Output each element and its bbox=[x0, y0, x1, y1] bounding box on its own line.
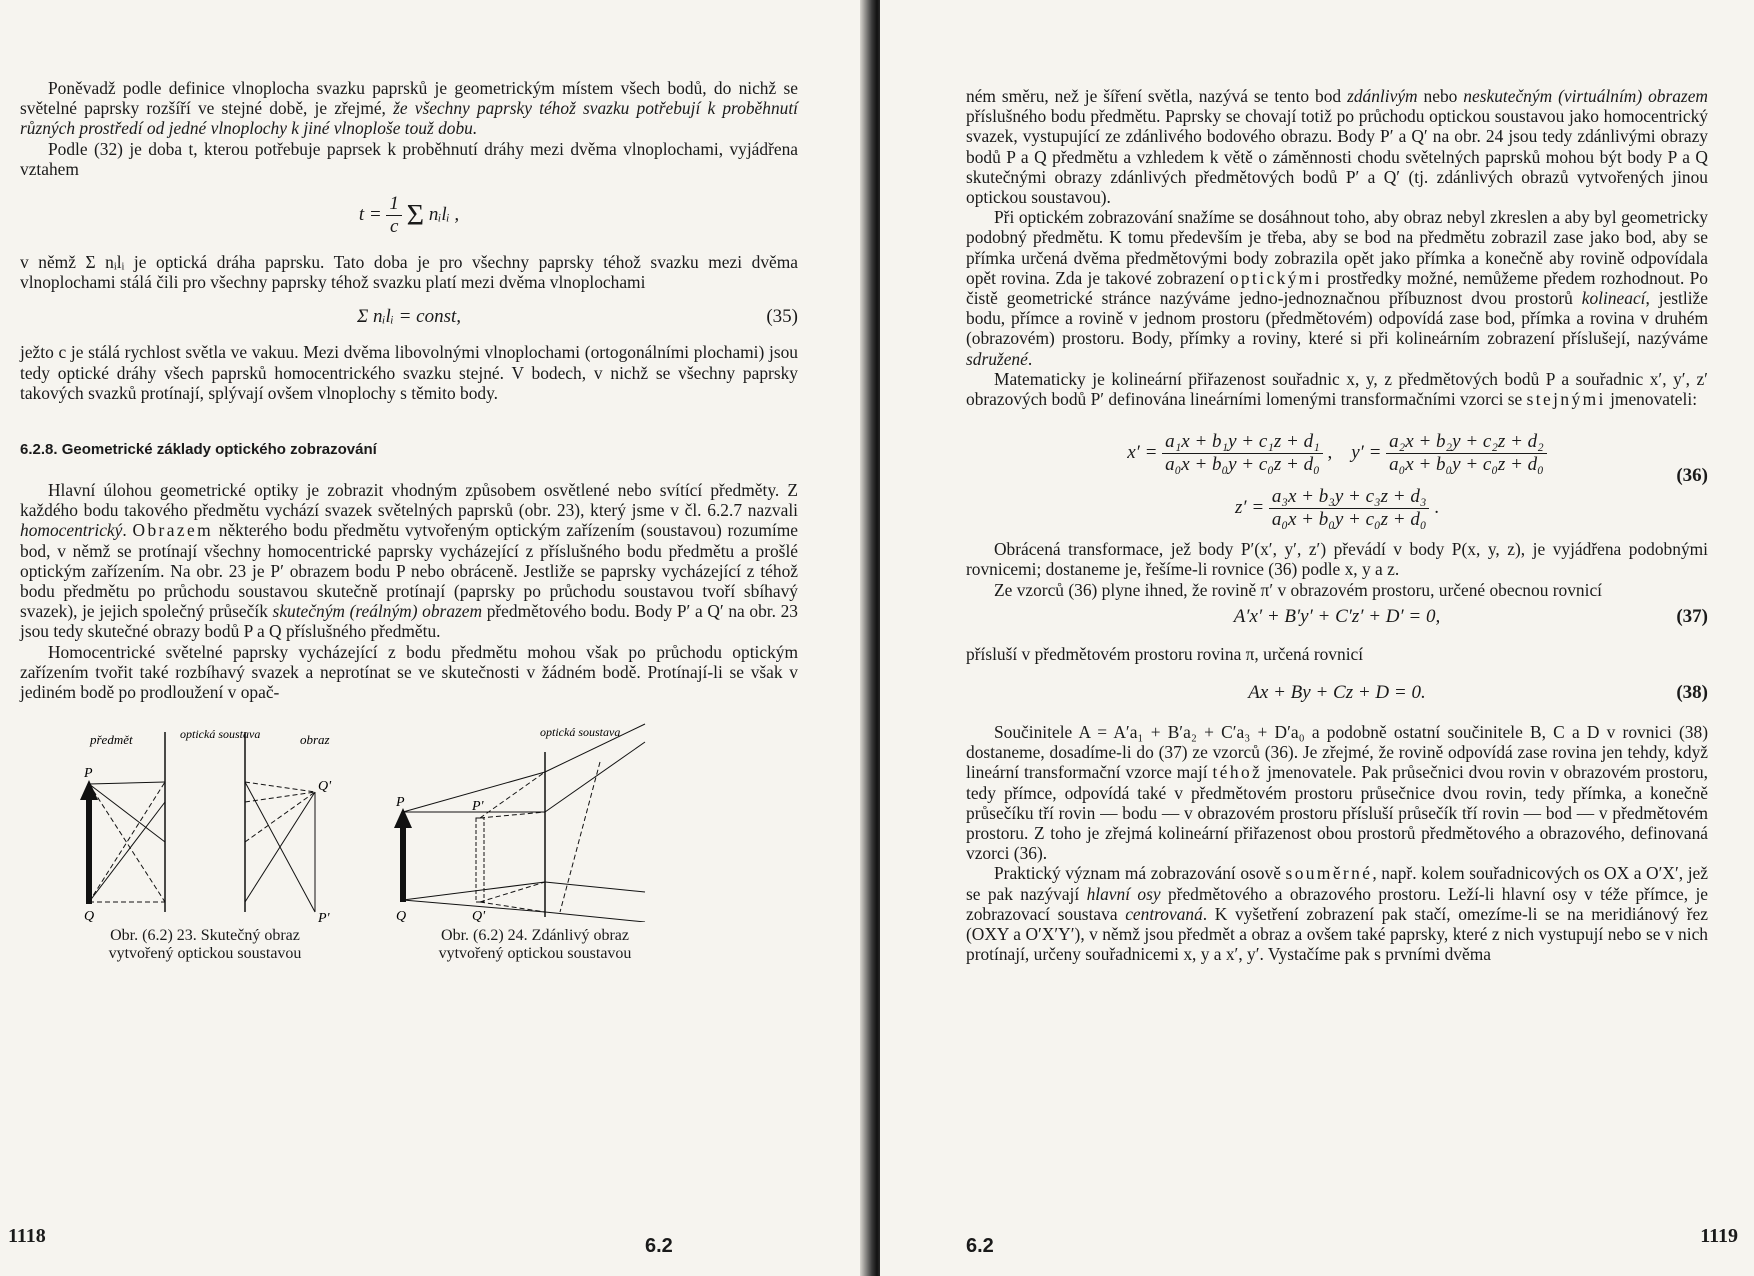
sum-symbol: Σ bbox=[406, 198, 425, 232]
formula-36: x′ = $\frac{\text{a₁x + b₁y + c₁z + d₁}}{\text{a₀x + b₀y + c₀z + d₀}}$ , y′ = $\frac{\text{a₂x + b₂y + c₂z + d₂}}{\text{a₀x + b₀y + c₀z + d₀}}$ z′ = $\frac{\text{a₃x + b₃y + c₃z + d₃}}{\text{a₀x + b₀y + c₀z + d₀}}$ . (36) bbox=[966, 431, 1708, 531]
figures-row bbox=[20, 722, 798, 984]
paragraph: Součinitele A = A′a₁ + B′a₂ + C′a₃ + D′a₀ a podobně ostatní součinitele B, C a D v rovnici (38) dostaneme, dosadíme-li do (37) ze vzorců (36). Je zřejmé, že rovině odpovídá zase rovina jen tehdy, když lineární transformační vzorce mají téhož jmenovatele. Pak průsečnici dvou rovin v obrazovém prostoru, tedy přímce, odpovídá také v předmětovém prostoru průsečnice dvou rovin, tedy přímka, a konečně průsečíku tří rovin — bodu — v obrazovém prostoru přísluší průsečík tří rovin — bod — v předmětovém prostoru. Z toho je zřejmá kolineární přiřazenost obou prostorů předmětového a obrazového, definovaná vzorci (36). bbox=[966, 722, 1709, 864]
fig24-label-Q-prime: Q' bbox=[472, 909, 486, 923]
right-page bbox=[880, 0, 1754, 1276]
paragraph: Podle (32) je doba t, kterou potřebuje paprsek k proběhnutí dráhy mezi dvěma vlnoplochami, vyjádřena vztahem bbox=[20, 138, 798, 179]
figure-23-diagram bbox=[60, 722, 350, 922]
paragraph: ném směru, než je šíření světla, nazývá se tento bod zdánlivým nebo neskutečným (virtuálním) obrazem příslušného bodu předmětu. Paprsky se chovají totiž po průchodu optickou soustavou jako homocentrický svazek, vystupující ze zdánlivého bodového obrazu. Body P′ a Q′ na obr. 24 jsou tedy zdánlivými obrazy bodů P a Q předmětu a vzhledem k větě o záměnnosti chodu světelných paprsků mohou být body P a Q skutečnými obrazy zdánlivých předmětových bodů P′ a Q′ (tj. zdánlivých obrazů vytvořených jinou optickou soustavou). bbox=[966, 86, 1708, 208]
paragraph: Hlavní úlohou geometrické optiky je zobrazit vhodným způsobem osvětlené nebo svítící předměty. Z každého bodu takového předmětu vychází svazek světelných paprsků (obr. 23), který jsme v čl. 6.2.7 nazvali homocentrický. Obrazem některého bodu předmětu vytvořeným optickým zařízením (soustavou) rozumíme bod, v němž se protínají všechny homocentrické paprsky vycházející z příslušného bodu předmětu a prošlé optickým zařízením. Na obr. 23 je P′ obrazem bodu P nebo obráceně. Jestliže se paprsky vycházející z téhož bodu předmětu po průchodu soustavou skutečně protínají (paprsky po průchodu soustavou tvoří sbíhavý svazek), je jejich společný průsečík skutečným (reálným) obrazem předmětového bodu. Body P′ a Q′ na obr. 23 jsou tedy skutečné obrazy bodů P a Q příslušného předmětu. bbox=[20, 480, 798, 642]
figure-24-diagram bbox=[390, 722, 680, 922]
formula-35: Σ nᵢlᵢ = const, (35) bbox=[356, 306, 798, 328]
paragraph: Poněvadž podle definice vlnoplocha svazku paprsků je geometrickým místem všech bodů, do nichž se světelné paprsky rozšíří ve stejné době, je zřejmé, že všechny paprsky téhož svazku potřebují k proběhnutí různých prostředí od jedné vlnoplochy k jiné vlnoploše touž dobu. bbox=[20, 78, 798, 139]
fig23-label-P-prime: P' bbox=[318, 911, 330, 923]
paragraph: Praktický význam má zobrazování osově souměrné, např. kolem souřadnicových os OX a O′X′, jež se pak nazývají hlavní osy předmětového a obrazového prostoru. Leží-li hlavní osy v téže přímce, je zobrazovací soustava centrovaná. K vyšetření zobrazení pak stačí, omezíme-li se na meridiánový řez (OXY a O′X′Y′), v němž jsou předmět a obraz a ovšem také paprsky, které z nich vystupují nebo se v nich protínají, určeny souřadnicemi x, y a x′, y′. Vystačíme pak s prvními dvěma bbox=[966, 863, 1708, 965]
fig23-label-Q: Q bbox=[84, 909, 95, 923]
formula-36-z: z′ = $\frac{\text{a₃x + b₃y + c₃z + d₃}}{\text{a₀x + b₀y + c₀z + d₀}}$ . bbox=[1235, 486, 1439, 531]
figure-23-caption: Obr. (6.2) 23. Skutečný obraz vytvořený optickou soustavou bbox=[108, 927, 302, 963]
fig23-label-Q-prime: Q' bbox=[318, 779, 332, 795]
fig23-label-image: obraz bbox=[300, 732, 330, 748]
paragraph: Při optickém zobrazování snažíme se dosáhnout toho, aby obraz nebyl zkreslen a aby byl geometricky podobný předmětu. K tomu především je třeba, aby se bod na předmětu zobrazil zase jako bod, aby se přímka určená dvěma předmětovými body zobrazila opět jako přímka a konečně aby rovině odpovídala opět rovina. Zda je takové zobrazení optickými prostředky možné, nemůžeme předem rozhodnout. Po čistě geometrické stránce nazýváme jedno-jednoznačnou příbuznost dvou prostorů kolineací, jestliže bodu, přímce a rovině v jednom prostoru (předmětovém) odpovídá zase bod, přímka a rovina v druhém (obrazovém) prostoru. Body, přímky a roviny, které si při kolineárním zobrazení příslušejí, nazýváme sdružené. bbox=[966, 207, 1708, 369]
section-heading: 6.2.8. Geometrické základy optického zobrazování bbox=[20, 441, 377, 459]
paragraph: přísluší v předmětovém prostoru rovina π, určená rovnicí bbox=[966, 643, 1364, 664]
fig23-label-system: optická soustava bbox=[180, 727, 261, 742]
fig23-label-P: P bbox=[84, 766, 93, 782]
figure-24 bbox=[390, 722, 680, 963]
section-marker: 6.2 bbox=[645, 1235, 673, 1257]
figure-23 bbox=[60, 722, 350, 963]
formula-38: Ax + By + Cz + D = 0. (38) bbox=[1248, 682, 1708, 704]
formula-time: t = $\frac{1}{c}$ Σ nᵢlᵢ , bbox=[358, 193, 460, 238]
paragraph: ježto c je stálá rychlost světla ve vakuu. Mezi dvěma libovolnými vlnoplochami (ortogonálními plochami) jsou tedy optické dráhy všech paprsků homocentrického svazku stejné. V bodech, v nichž se všechny paprsky takových svazků protínají, splývají ovšem vlnoplochy s těmito body. bbox=[20, 342, 798, 403]
formula-37: A′x′ + B′y′ + C′z′ + D′ = 0, (37) bbox=[1233, 605, 1708, 627]
paragraph: Matematicky je kolineární přiřazenost souřadnic x, y, z předmětových bodů P a souřadnic x′, y′, z′ obrazových bodů P′ definována lineárními lomenými transformačními vzorci se stejnými jmenovateli: bbox=[966, 368, 1708, 410]
page-number: 1119 bbox=[1700, 1225, 1738, 1247]
paragraph: v němž Σ nᵢlᵢ je optická dráha paprsku. Tato doba je pro všechny paprsky téhož svazku mezi dvěma vlnoplochami stálá čili pro všechny paprsky téhož svazku platí mezi dvěma vlnoplochami bbox=[20, 252, 798, 293]
formula-36-xy: x′ = $\frac{\text{a₁x + b₁y + c₁z + d₁}}{\text{a₀x + b₀y + c₀z + d₀}}$ , y′ = $\frac{\text{a₂x + b₂y + c₂z + d₂}}{\text{a₀x + b₀y + c₀z + d₀}}$ bbox=[966, 431, 1708, 476]
figure-24-caption: Obr. (6.2) 24. Zdánlivý obraz vytvořený optickou soustavou bbox=[438, 927, 632, 963]
page-number: 1118 bbox=[8, 1225, 46, 1247]
left-page bbox=[0, 0, 868, 1276]
section-marker: 6.2 bbox=[966, 1235, 994, 1257]
fig24-label-system: optická soustava bbox=[540, 725, 621, 740]
fig23-label-object: předmět bbox=[90, 732, 133, 748]
paragraph: Ze vzorců (36) plyne ihned, že rovině π′ v obrazovém prostoru, určené obecnou rovnicí bbox=[994, 579, 1602, 600]
paragraph: Obrácená transformace, jež body P′(x′, y′, z′) převádí v body P(x, y, z), je vyjádřena podobnými rovnicemi; dostaneme je, řešíme-li rovnice (36) podle x, y a z. bbox=[966, 539, 1708, 580]
fig24-label-P: P bbox=[396, 795, 405, 811]
paragraph: Homocentrické světelné paprsky vycházející z bodu předmětu mohou však po průchodu optickým zařízením tvořit také rozbíhavý svazek a neprotínat se ve skutečnosti v žádném bodě. Protínají-li se však v jediném bodě po prodloužení v opač- bbox=[20, 641, 798, 703]
fig24-label-Q: Q bbox=[396, 909, 407, 923]
fig24-label-P-prime: P' bbox=[472, 799, 484, 815]
